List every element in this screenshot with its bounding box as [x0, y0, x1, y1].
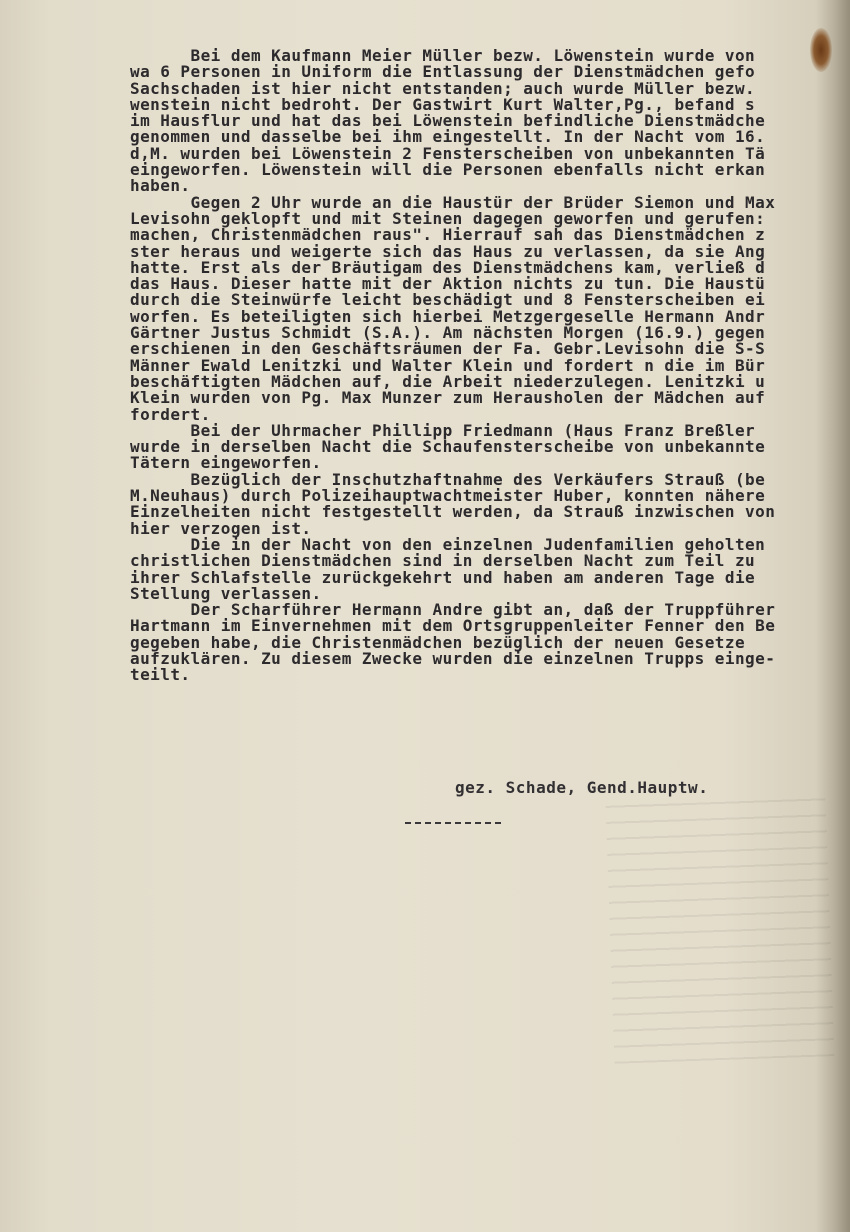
- text-line: teilt.: [130, 665, 191, 685]
- text-line: Gärtner Justus Schmidt (S.A.). Am nächsten Morgen (16.9.) gegen: [130, 323, 766, 343]
- text-line: erschienen in den Geschäftsräumen der Fa. Gebr.Levisohn die S-S: [130, 339, 766, 359]
- text-line: Bei dem Kaufmann Meier Müller bezw. Löwenstein wurde von: [130, 46, 756, 65]
- signature-line: gez. Schade, Gend.Hauptw.: [455, 778, 709, 797]
- text-line: Einzelheiten nicht festgestellt werden, da Strauß inzwischen von: [130, 502, 776, 522]
- text-line: hier verzogen ist.: [130, 518, 312, 538]
- typewritten-body: [130, 48, 830, 684]
- text-line: Hartmann im Einvernehmen mit dem Ortsgruppenleiter Fenner den Be: [130, 616, 776, 636]
- text-line: machen, Christenmädchen raus". Hierrauf sah das Dienstmädchen z: [130, 225, 766, 245]
- text-line: wa 6 Personen in Uniform die Entlassung der Dienstmädchen gefo: [130, 62, 756, 82]
- text-line: worfen. Es beteiligten sich hierbei Metzgergeselle Hermann Andr: [130, 306, 766, 326]
- text-line: d,M. wurden bei Löwenstein 2 Fensterscheiben von unbekannten Tä: [130, 143, 766, 163]
- text-line: Gegen 2 Uhr wurde an die Haustür der Brüder Siemon und Max: [130, 192, 776, 212]
- text-line: beschäftigten Mädchen auf, die Arbeit niederzulegen. Lenitzki u: [130, 371, 766, 391]
- text-line: M.Neuhaus) durch Polizeihauptwachtmeister Huber, konnten nähere: [130, 486, 766, 506]
- text-line: Die in der Nacht von den einzelnen Judenfamilien geholten: [130, 534, 766, 554]
- text-line: Bezüglich der Inschutzhaftnahme des Verkäufers Strauß (be: [130, 469, 766, 489]
- text-line: Stellung verlassen.: [130, 583, 322, 603]
- text-line: Klein wurden von Pg. Max Munzer zum Herausholen der Mädchen auf: [130, 388, 766, 408]
- text-line: genommen und dasselbe bei ihm eingestellt. In der Nacht vom 16.: [130, 127, 766, 147]
- text-line: haben.: [130, 176, 191, 196]
- text-line: christlichen Dienstmädchen sind in derselben Nacht zum Teil zu: [130, 551, 756, 571]
- text-line: im Hausflur und hat das bei Löwenstein befindliche Dienstmädche: [130, 111, 766, 131]
- text-line: Sachschaden ist hier nicht entstanden; auch wurde Müller bezw.: [130, 78, 756, 98]
- text-line: gegeben habe, die Christenmädchen bezüglich der neuen Gesetze: [130, 632, 746, 652]
- closing-dashed-rule: [405, 822, 501, 824]
- text-line: durch die Steinwürfe leicht beschädigt und 8 Fensterscheiben ei: [130, 290, 766, 310]
- text-line: Levisohn geklopft und mit Steinen dagegen geworfen und gerufen:: [130, 208, 766, 228]
- text-line: wenstein nicht bedroht. Der Gastwirt Kurt Walter,Pg., befand s: [130, 94, 756, 114]
- text-line: das Haus. Dieser hatte mit der Aktion nichts zu tun. Die Haustü: [130, 274, 766, 294]
- text-line: hatte. Erst als der Bräutigam des Dienstmädchens kam, verließ d: [130, 257, 766, 277]
- text-line: eingeworfen. Löwenstein will die Personen ebenfalls nicht erkan: [130, 160, 766, 180]
- text-line: wurde in derselben Nacht die Schaufensterscheibe von unbekannte: [130, 437, 766, 457]
- text-line: Männer Ewald Lenitzki und Walter Klein und fordert n die im Bür: [130, 355, 766, 375]
- text-line: Tätern eingeworfen.: [130, 453, 322, 473]
- text-line: Der Scharführer Hermann Andre gibt an, daß der Truppführer: [130, 600, 776, 620]
- text-line: ster heraus und weigerte sich das Haus zu verlassen, da sie Ang: [130, 241, 766, 261]
- reverse-side-bleed-through: [606, 796, 835, 1064]
- text-line: ihrer Schlafstelle zurückgekehrt und haben am anderen Tage die: [130, 567, 756, 587]
- text-line: aufzuklären. Zu diesem Zwecke wurden die einzelnen Trupps einge-: [130, 648, 776, 668]
- text-line: fordert.: [130, 404, 211, 424]
- text-line: Bei der Uhrmacher Phillipp Friedmann (Haus Franz Breßler: [130, 420, 756, 440]
